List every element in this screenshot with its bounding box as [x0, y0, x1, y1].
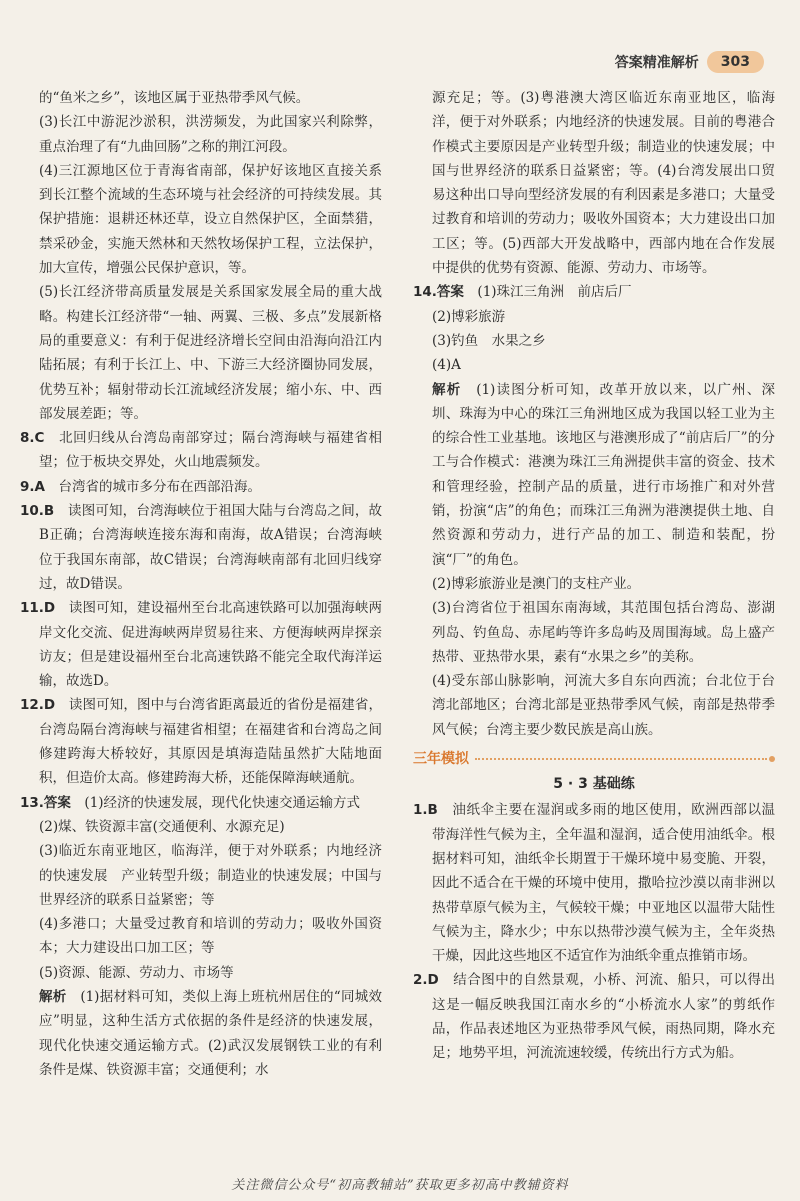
- paragraph: (4)三江源地区位于青海省南部，保护好该地区直接关系到长江整个流域的生态环境与社会经济的可持续发展。其保护措施：退耕还林还草，设立自然保护区，全面禁猎，禁采砂金，实施天然林和天然牧场保护工程，立法保护，加大宣传，增强公民保护意识，等。: [39, 162, 382, 277]
- answer-item-11: [20, 596, 382, 693]
- dot-icon: [769, 756, 775, 762]
- explanation-subitem: (2)博彩旅游业是澳门的支柱产业。: [432, 575, 641, 592]
- answer-text: 读图可知，台湾海峡位于祖国大陆与台湾岛之间，故B正确；台湾海峡连接东海和南海，故A错误；台湾海峡位于我国东南部，故C错误；台湾海峡南部有北回归线穿过，故D错误。: [39, 503, 383, 592]
- right-column: [413, 86, 775, 1066]
- answer-text: 北回归线从台湾岛南部穿过；隔台湾海峡与福建省相望；位于板块交界处，火山地震频发。: [39, 430, 383, 471]
- subheading: 5 · 3 基础练: [553, 776, 635, 793]
- answer-tag: 答案: [43, 794, 71, 811]
- explanation-text: (1)读图分析可知，改革开放以来，以广州、深圳、珠海为中心的珠江三角洲地区成为我国以轻工业为主的综合性工业基地。该地区与港澳形成了“前店后厂”的分工与合作模式：港澳为珠江三角洲提供丰富的资金、技术和管理经验，控制产品的质量，进行市场推广和对外营销，扮演“店”的角色；而珠江三角洲为港澳提供土地、自然资源和劳动力，进行产品的加工、制造和装配，扮演“厂”的角色。: [432, 381, 776, 568]
- answer-item-9: [20, 475, 382, 499]
- answer-item-10: [20, 499, 382, 596]
- answer-text: (1)珠江三角洲 前店后厂: [477, 284, 632, 301]
- paragraph: (3)长江中游泥沙淤积，洪涝频发，为此国家兴利除弊，重点治理了有“九曲回肠”之称的荆江河段。: [39, 114, 382, 155]
- paragraph: 的“鱼米之乡”，该地区属于亚热带季风气候。: [39, 90, 310, 106]
- section-divider: [413, 748, 775, 770]
- explanation: [413, 378, 775, 572]
- question-number: 9.A: [20, 478, 45, 495]
- answer-tag: 答案: [436, 284, 464, 301]
- explanation-tag: 解析: [39, 988, 67, 1005]
- paragraph: (5)长江经济带高质量发展是关系国家发展全局的重大战略。构建长江经济带“一轴、两翼、三极、多点”发展新格局的重要意义：有利于促进经济增长空间由沿海向沿江内陆拓展；有利于长江上、中、下游三大经济圈协同发展，优势互补；辐射带动长江流域经济发展；缩小东、中、西部发展差距；等。: [39, 284, 382, 422]
- explanation-subitem: (4)受东部山脉影响，河流大多自东向西流；台北位于台湾北部地区；台湾北部是亚热带季风气候，南部是热带季风气候；台湾主要少数民族是高山族。: [432, 673, 775, 738]
- explanation: [20, 985, 382, 1082]
- question-number: 2.D: [413, 972, 439, 989]
- answer-subitem: (2)博彩旅游: [432, 308, 506, 325]
- answer-subitem: (4)多港口；大量受过教育和培训的劳动力；吸收外国资本；大力建设出口加工区；等: [39, 916, 382, 957]
- question-number: 11.D: [20, 600, 56, 617]
- answer-item-13: [20, 791, 382, 815]
- page-number: 303: [707, 51, 764, 73]
- answer-subitem: (3)钓鱼 水果之乡: [432, 332, 546, 349]
- explanation-subitem: (3)台湾省位于祖国东南海域，其范围包括台湾岛、澎湖列岛、钓鱼岛、赤尾屿等许多岛屿及周围海域。岛上盛产热带、亚热带水果，素有“水果之乡”的美称。: [432, 600, 775, 665]
- question-number: 8.C: [20, 430, 45, 447]
- question-number: 13.: [20, 794, 44, 811]
- paragraph: 源充足；等。(3)粤港澳大湾区临近东南亚地区，临海洋，便于对外联系；内地经济的快速发展。目前的粤港合作模式主要原因是产业转型升级；制造业的快速发展；中国与世界经济的联系日益紧密；等。(4)台湾发展出口贸易这种出口导向型经济发展的有利因素是多港口；大量受过教育和培训的劳动力；吸收外国资本；大力建设出口加工区；等。(5)西部大开发战略中，西部内地在合作发展中提供的优势有资源、能源、劳动力、市场等。: [432, 90, 775, 277]
- answer-item-1: [413, 798, 775, 968]
- question-number: 14.: [413, 284, 437, 301]
- answer-item-14: [413, 280, 775, 304]
- answer-subitem: (3)临近东南亚地区，临海洋，便于对外联系；内地经济的快速发展 产业转型升级；制造业的快速发展；中国与世界经济的联系日益紧密；等: [39, 843, 382, 908]
- page-header: [615, 50, 764, 74]
- explanation-tag: 解析: [432, 381, 462, 398]
- section-label: 三年模拟: [413, 750, 469, 767]
- answer-text: 读图可知，图中与台湾省距离最近的省份是福建省，台湾岛隔台湾海峡与福建省相望；在福建省和台湾岛之间修建跨海大桥较好，其原因是填海造陆虽然扩大陆地面积，但造价太高。修建跨海大桥，还能保障海峡通航。: [39, 697, 383, 787]
- footer-watermark: 关注微信公众号“初高教辅站”获取更多初高中教辅资料: [231, 1178, 569, 1193]
- answer-subitem: (2)煤、铁资源丰富(交通便利、水源充足): [39, 818, 285, 835]
- answer-subitem: (5)资源、能源、劳动力、市场等: [39, 964, 234, 981]
- question-number: 12.D: [20, 697, 56, 714]
- explanation-text: (1)据材料可知，类似上海上班杭州居住的“同城效应”明显，这种生活方式依据的条件是经济的快速发展，现代化快速交通运输方式。(2)武汉发展钢铁工业的有利条件是煤、铁资源丰富；交通便利；水: [39, 988, 383, 1078]
- answer-text: 读图可知，建设福州至台北高速铁路可以加强海峡两岸文化交流、促进海峡两岸贸易往来、方便海峡两岸探亲访友；但是建设福州至台北高速铁路不能完全取代海洋运输，故选D。: [39, 600, 383, 690]
- question-number: 1.B: [413, 802, 438, 819]
- dotted-line: [475, 758, 767, 760]
- left-column: [20, 86, 382, 1082]
- answer-text: 台湾省的城市多分布在西部沿海。: [58, 478, 261, 495]
- answer-item-8: [20, 426, 382, 475]
- answer-subitem: (4)A: [432, 357, 461, 374]
- header-title: 答案精准解析: [614, 55, 699, 71]
- answer-item-2: [413, 968, 775, 1065]
- answer-text: (1)经济的快速发展，现代化快速交通运输方式: [84, 794, 361, 811]
- answer-text: 油纸伞主要在湿润或多雨的地区使用，欧洲西部以温带海洋性气候为主，全年温和湿润，适合使用油纸伞。根据材料可知，油纸伞长期置于干燥环境中易变脆、开裂，因此不适合在干燥的环境中使用，撒哈拉沙漠以南非洲以热带草原气候为主，气候较干燥；中亚地区以温带大陆性气候为主，降水少；中东以热带沙漠气候为主，全年炎热干燥，因此这些地区不适宜作为油纸伞重点推销市场。: [432, 802, 776, 965]
- question-number: 10.B: [20, 503, 55, 520]
- answer-text: 结合图中的自然景观，小桥、河流、船只，可以得出这是一幅反映我国江南水乡的“小桥流水人家”的剪纸作品，作品表述地区为亚热带季风气候，雨热同期，降水充足；地势平坦，河流流速较缓，传统出行方式为船。: [432, 972, 776, 1062]
- answer-item-12: [20, 693, 382, 790]
